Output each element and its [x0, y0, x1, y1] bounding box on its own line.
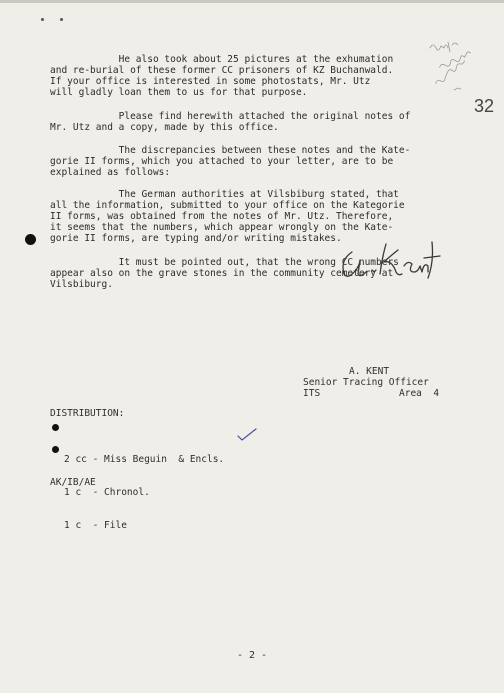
speck-mark [41, 18, 44, 21]
distribution-list [64, 432, 224, 553]
distribution-title: DISTRIBUTION: [50, 408, 125, 419]
distribution-item: 1 c - File [64, 520, 127, 531]
punch-hole [52, 424, 59, 431]
speck-mark [60, 18, 63, 21]
signer-org: ITS [303, 388, 321, 399]
handwritten-signature [336, 236, 446, 284]
reference-initials: AK/IB/AE [50, 477, 96, 488]
signer-area: Area 4 [399, 388, 440, 399]
signer-name: A. KENT [349, 366, 390, 377]
paragraph-grave-stones: It must be pointed out, that the wrong CC numbers appear also on the grave stones in the community cemetery at Vilsbiburg. [50, 257, 399, 290]
folio-number: 32 [474, 96, 495, 116]
page-number: - 2 - [236, 650, 268, 661]
paragraph-discrepancies: The discrepancies between these notes and the Kate- gorie II forms, which you attached to your letter, are to be explained as follows: [50, 145, 411, 178]
checkmark-icon [236, 428, 258, 442]
punch-hole [52, 446, 59, 453]
distribution-item: 1 c - Chronol. [64, 487, 150, 498]
punch-hole [25, 234, 36, 245]
distribution-item: 2 cc - Miss Beguin & Encls. [64, 454, 225, 465]
paragraph-german-authorities: The German authorities at Vilsbiburg stated, that all the information, submitted to your office on the Kategorie II forms, was obtained from the notes of Mr. Utz. Therefore, it seems that the numbers, which appear wrongly on the Kate- gorie II forms, are typing and/or writing mistakes. [50, 189, 405, 244]
paragraph-photos: He also took about 25 pictures at the exhumation and re-burial of these former CC prisoners of KZ Buchanwald. If your office is interested in some photostats, Mr. Utz will gladly loan them to us for that purpose. [50, 54, 394, 98]
page-edge [0, 0, 504, 3]
signer-title: Senior Tracing Officer [303, 377, 429, 388]
paragraph-attached-notes: Please find herewith attached the original notes of Mr. Utz and a copy, made by this office. [50, 111, 411, 133]
